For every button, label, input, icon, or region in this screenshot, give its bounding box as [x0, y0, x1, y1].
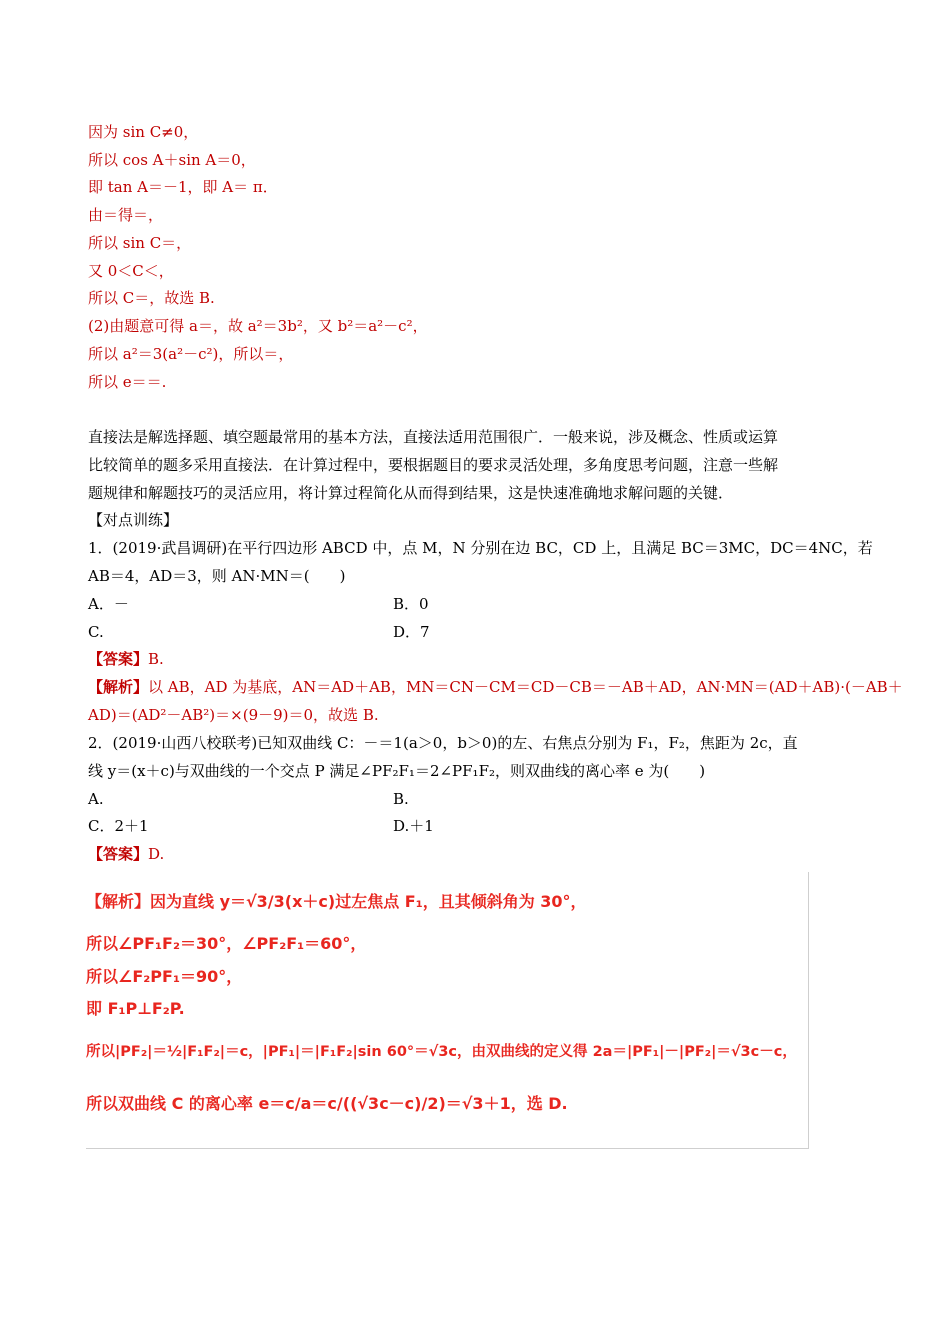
- solution-line: 所以 C＝，故选 B.: [88, 289, 215, 307]
- analysis-line: AD)＝(AD²－AB²)＝×(9－9)＝0，故选 B.: [88, 706, 379, 724]
- image-analysis-line: 所以∠F₂PF₁＝90°，: [86, 967, 243, 986]
- option-d: D.＋1: [393, 817, 434, 835]
- solution-line: 所以 a²＝3(a²－c²)，所以＝，: [88, 345, 294, 363]
- paragraph-line: 直接法是解选择题、填空题最常用的基本方法，直接法适用范围很广．一般来说，涉及概念、性质或运算: [88, 428, 779, 446]
- analysis-image: [86, 872, 809, 1149]
- answer-label: 【答案】: [88, 845, 149, 863]
- answer-value: D.: [148, 845, 165, 863]
- solution-line: 所以 sin C＝，: [88, 234, 192, 252]
- option-b: B．0: [393, 595, 429, 613]
- analysis-line: [88, 676, 903, 698]
- option-a: A．－: [88, 595, 129, 613]
- solution-line: 又 0＜C＜，: [88, 262, 174, 280]
- question-line: AB＝4，AD＝3，则 AN·MN＝( ): [88, 567, 346, 585]
- option-c: C．2＋1: [88, 817, 149, 835]
- option-c: C.: [88, 623, 104, 641]
- solution-line: 所以 cos A＋sin A＝0，: [88, 151, 256, 169]
- image-analysis-line: 所以|PF₂|＝½|F₁F₂|＝c，|PF₁|＝|F₁F₂|sin 60°＝√3c，由双曲线的定义得 2a＝|PF₁|－|PF₂|＝√3c－c，: [86, 1044, 797, 1060]
- analysis-label: 【解析】: [88, 678, 149, 696]
- image-analysis-line: 【解析】因为直线 y＝√3/3(x＋c)过左焦点 F₁，且其倾斜角为 30°，: [86, 892, 587, 911]
- paragraph-line: 题规律和解题技巧的灵活应用，将计算过程简化从而得到结果，这是快速准确地求解问题的关键．: [88, 484, 734, 502]
- solution-line: (2)由题意可得 a＝，故 a²＝3b²，又 b²＝a²－c²，: [88, 317, 428, 335]
- training-heading: 【对点训练】: [88, 511, 179, 529]
- solution-line: 所以 e＝＝.: [88, 373, 167, 391]
- question-line: 线 y＝(x＋c)与双曲线的一个交点 P 满足∠PF₂F₁＝2∠PF₁F₂，则双曲线的离心率 e 为( ): [88, 762, 706, 780]
- solution-line: 因为 sin C≠0，: [88, 123, 199, 141]
- question-line: 2．(2019·山西八校联考)已知双曲线 C：－＝1(a＞0，b＞0)的左、右焦点分别为 F₁，F₂，焦距为 2c，直: [88, 734, 798, 752]
- option-b: B.: [393, 790, 409, 808]
- solution-line: 即 tan A＝－1，即 A＝ π．: [88, 178, 278, 196]
- answer-line: [88, 648, 164, 670]
- answer-label: 【答案】: [88, 650, 149, 668]
- answer-line: [88, 843, 164, 865]
- image-analysis-line: 所以∠PF₁F₂＝30°，∠PF₂F₁＝60°，: [86, 934, 367, 953]
- paragraph-line: 比较简单的题多采用直接法．在计算过程中，要根据题目的要求灵活处理，多角度思考问题，注意一些解: [88, 456, 779, 474]
- answer-value: B.: [148, 650, 164, 668]
- question-line: 1．(2019·武昌调研)在平行四边形 ABCD 中，点 M，N 分别在边 BC，CD 上，且满足 BC＝3MC，DC＝4NC，若: [88, 539, 873, 557]
- image-analysis-line: 所以双曲线 C 的离心率 e＝c/a＝c/((√3c－c)/2)＝√3＋1，选 D.: [86, 1094, 568, 1113]
- option-a: A.: [88, 790, 104, 808]
- option-d: D．7: [393, 623, 430, 641]
- analysis-text: 以 AB，AD 为基底，AN＝AD＋AB，MN＝CN－CM＝CD－CB＝－AB＋AD，AN·MN＝(AD＋AB)·(－AB＋: [148, 678, 903, 696]
- solution-line: 由＝得＝，: [88, 206, 164, 224]
- image-analysis-line: 即 F₁P⊥F₂P.: [86, 999, 185, 1018]
